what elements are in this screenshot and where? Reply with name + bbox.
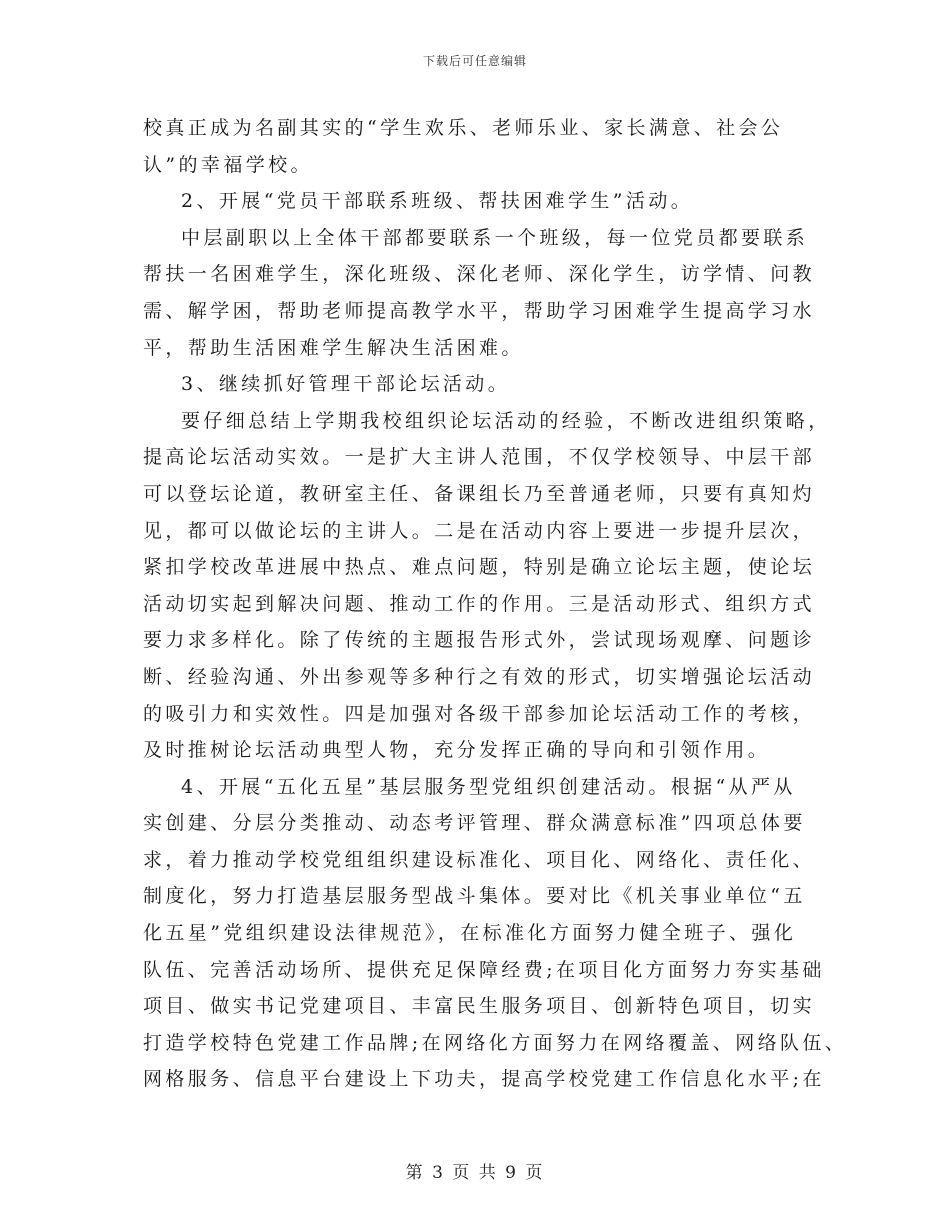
section-heading-3: 3、继续抓好管理干部论坛活动。	[181, 373, 511, 396]
page-number-footer: 第 3 页 共 9 页	[405, 1163, 545, 1183]
section-heading-2: 2、开展“党员干部联系班级、帮扶困难学生”活动。	[181, 190, 694, 213]
body-line: 队伍、完善活动场所、提供充足保障经费;在项目化方面努力夯实基础	[143, 958, 825, 981]
body-line: 校真正成为名副其实的“学生欢乐、老师乐业、家长满意、社会公	[143, 117, 784, 139]
body-line: 及时推树论坛活动典型人物，充分发挥正确的导向和引领作用。	[143, 739, 771, 762]
body-line: 化五星”党组织建设法律规范》，在标准化方面努力健全班子、强化	[143, 922, 797, 945]
body-line: 提高论坛活动实效。一是扩大主讲人范围，不仅学校领导、中层干部	[143, 446, 816, 469]
body-line: 平，帮助生活困难学生解决生活困难。	[143, 336, 524, 359]
body-line: 中层副职以上全体干部都要联系一个班级，每一位党员都要联系	[181, 226, 809, 249]
body-line: 活动切实起到解决问题、推动工作的作用。三是活动形式、组织方式	[143, 592, 816, 615]
body-line: 求，着力推动学校党组组织建设标准化、项目化、网络化、责任化、	[143, 848, 816, 871]
body-line: 帮扶一名困难学生，深化班级、深化老师、深化学生，访学情、问教	[143, 263, 816, 286]
body-line: 打造学校特色党建工作品牌;在网络化方面努力在网络覆盖、网络队伍、	[143, 1031, 848, 1054]
section-heading-4: 4、开展“五化五星”基层服务型党组织创建活动。根据“从严从	[181, 775, 796, 798]
body-line: 要仔细总结上学期我校组织论坛活动的经验，不断改进组织策略，	[181, 409, 831, 432]
body-line: 可以登坛论道，教研室主任、备课组长乃至普通老师，只要有真知灼	[143, 482, 816, 505]
body-line: 需、解学困，帮助老师提高教学水平，帮助学习困难学生提高学习水	[143, 299, 816, 322]
body-line: 见，都可以做论坛的主讲人。二是在活动内容上要进一步提升层次，	[143, 519, 816, 542]
body-line: 项目、做实书记党建项目、丰富民生服务项目、创新特色项目，切实	[143, 995, 816, 1018]
body-line: 的吸引力和实效性。四是加强对各级干部参加论坛活动工作的考核，	[143, 702, 816, 725]
body-line: 认”的幸福学校。	[143, 153, 313, 176]
body-line: 制度化，努力打造基层服务型战斗集体。要对比《机关事业单位“五	[143, 885, 806, 908]
body-line: 实创建、分层分类推动、动态考评管理、群众满意标准”四项总体要	[143, 812, 806, 835]
body-line: 网格服务、信息平台建设上下功夫，提高学校党建工作信息化水平;在	[143, 1068, 825, 1091]
body-line: 紧扣学校改革进展中热点、难点问题，特别是确立论坛主题，使论坛	[143, 556, 816, 579]
page-header: 下载后可任意编辑	[422, 54, 527, 68]
body-line: 要力求多样化。除了传统的主题报告形式外，尝试现场观摩、问题诊	[143, 629, 816, 652]
document-body	[143, 110, 848, 1098]
body-line: 断、经验沟通、外出参观等多种行之有效的形式，切实增强论坛活动	[143, 665, 816, 688]
